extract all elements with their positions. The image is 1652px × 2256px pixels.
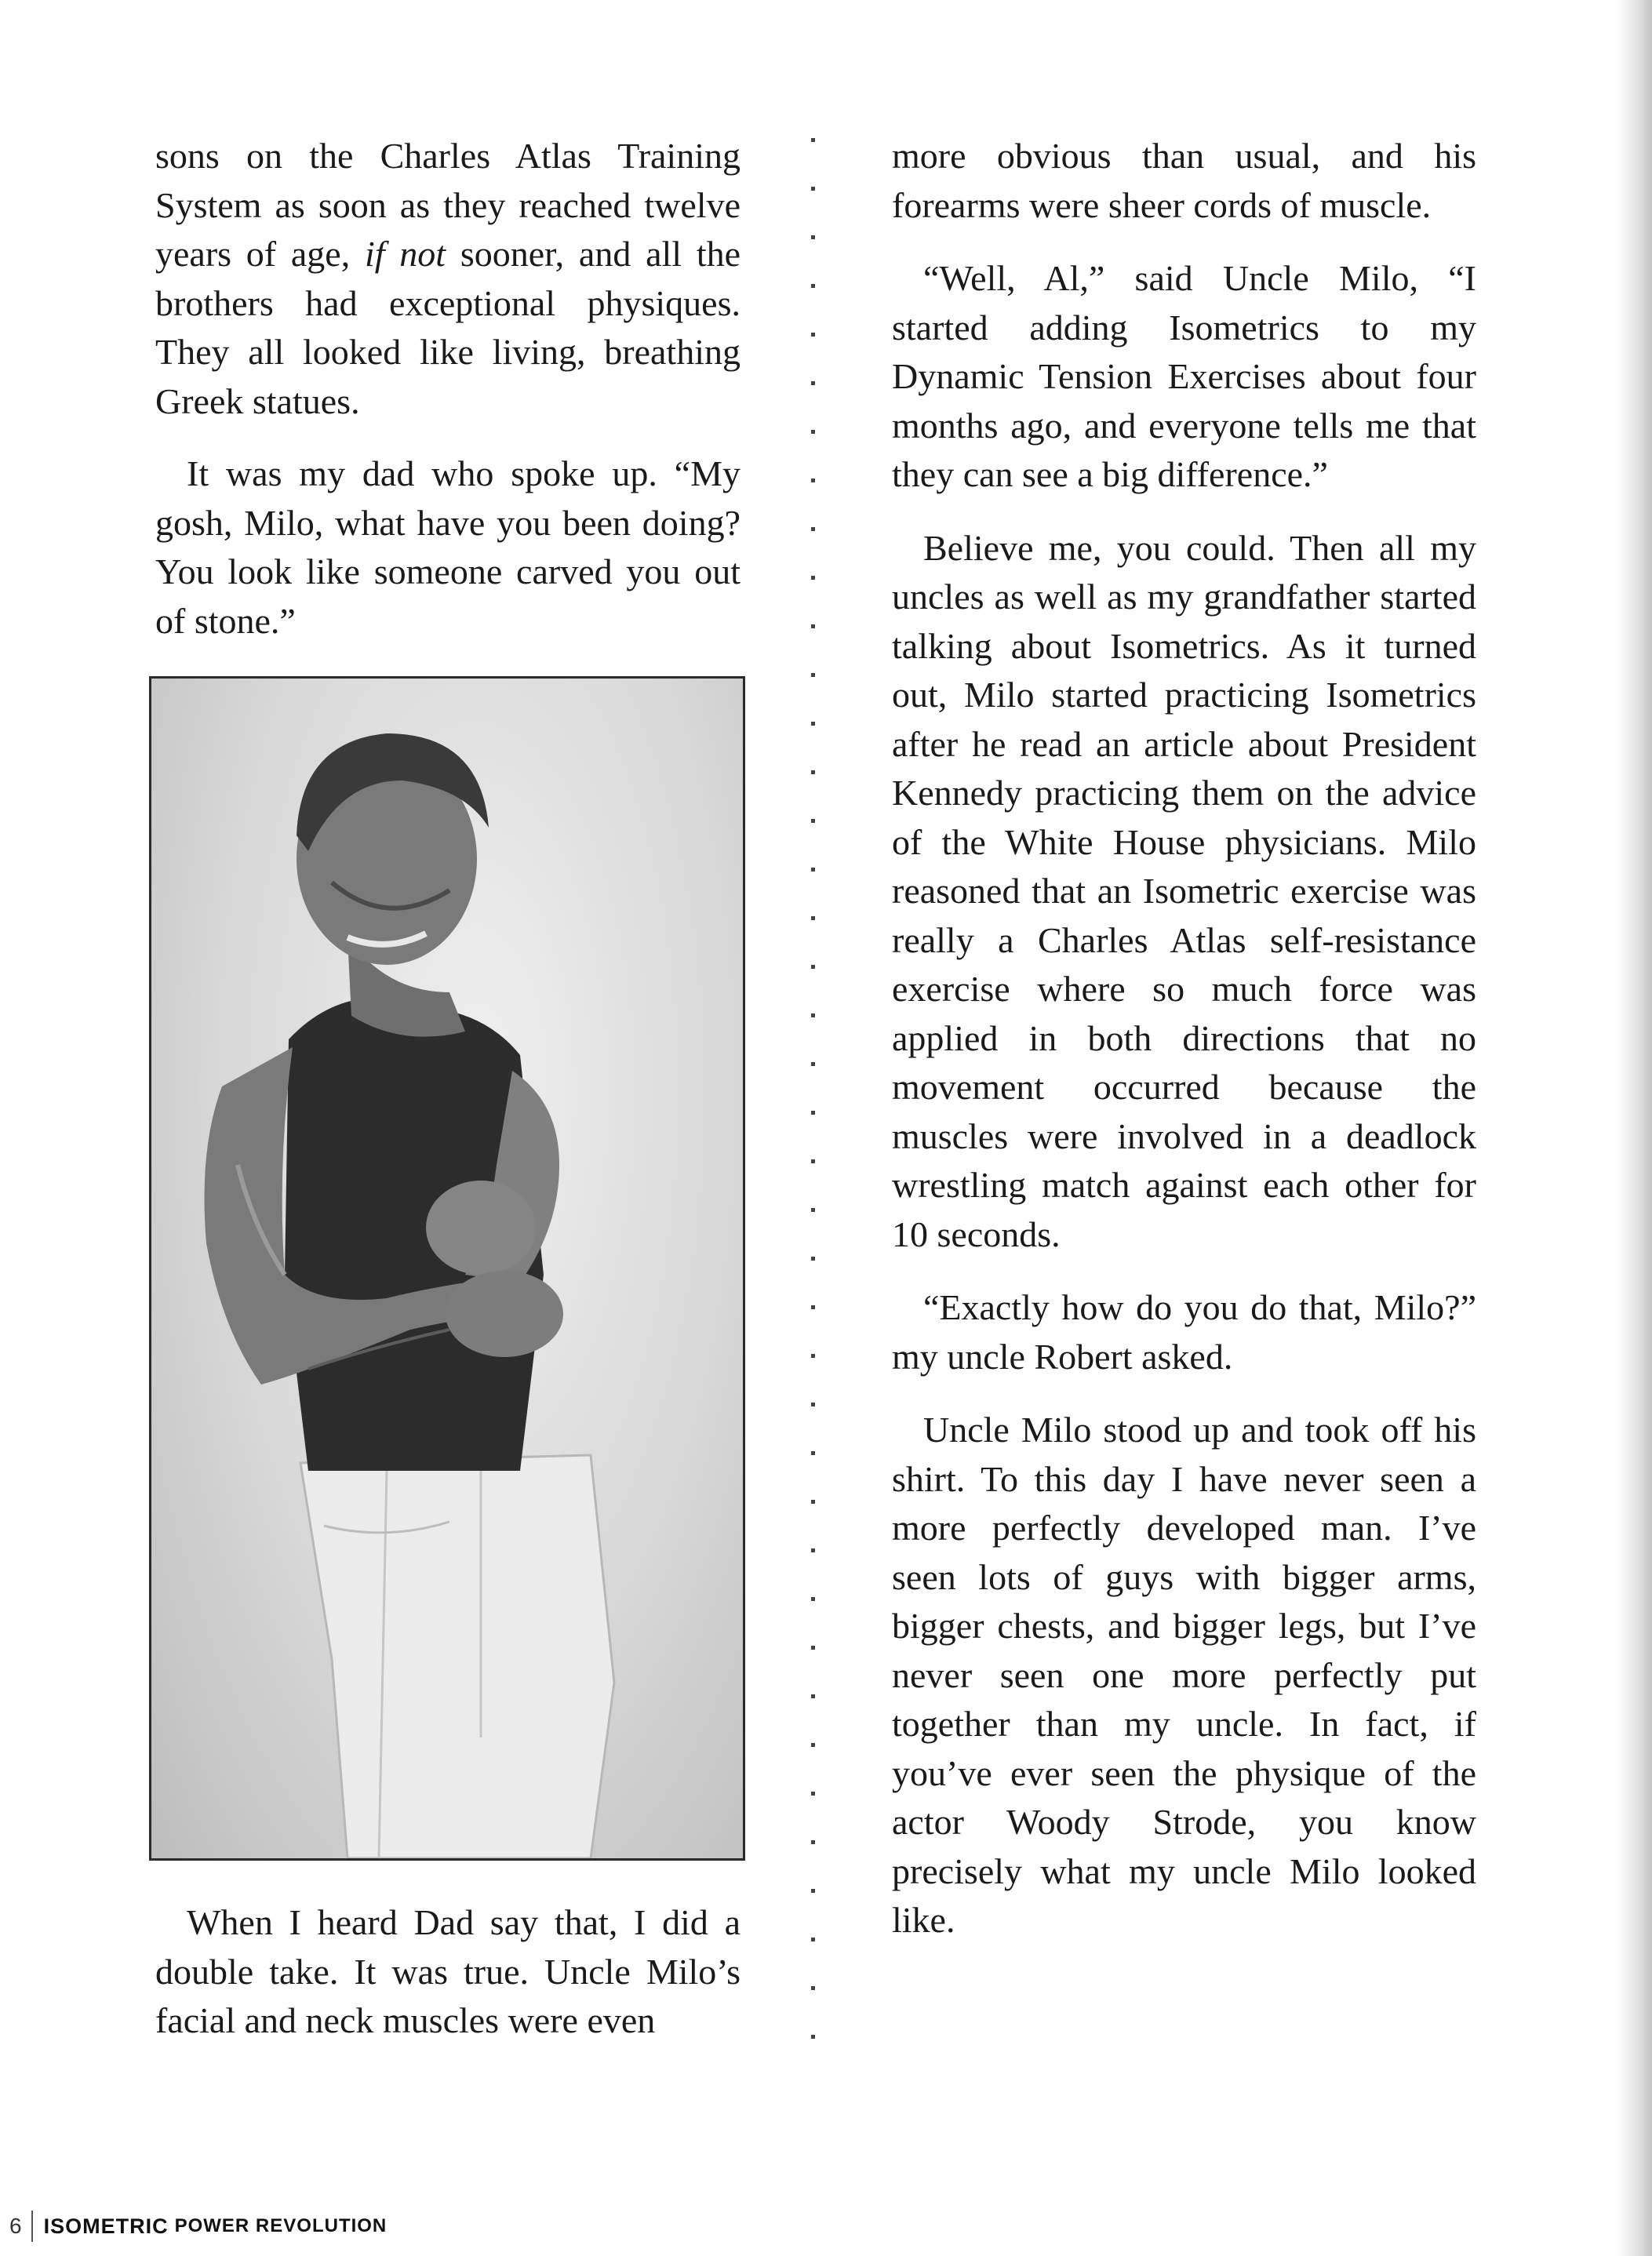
divider-dot: [811, 333, 815, 337]
left-column-top: [155, 132, 740, 646]
column-dotted-divider: [808, 138, 817, 2076]
divider-dot: [811, 1597, 815, 1601]
divider-dot: [811, 1305, 815, 1309]
divider-dot: [811, 868, 815, 871]
divider-dot: [811, 1792, 815, 1796]
divider-dot: [811, 1889, 815, 1893]
divider-dot: [811, 624, 815, 628]
right-column: [892, 132, 1476, 1945]
divider-dot: [811, 1208, 815, 1212]
divider-dot: [811, 770, 815, 774]
divider-dot: [811, 527, 815, 531]
divider-dot: [811, 1840, 815, 1844]
divider-dot: [811, 478, 815, 482]
divider-dot: [811, 673, 815, 677]
divider-dot: [811, 1257, 815, 1261]
divider-dot: [811, 1159, 815, 1163]
italic-text: if not: [364, 234, 446, 274]
divider-dot: [811, 1743, 815, 1747]
divider-dot: [811, 1062, 815, 1066]
divider-dot: [811, 965, 815, 969]
divider-dot: [811, 1694, 815, 1698]
divider-dot: [811, 1111, 815, 1115]
text-span: sooner, and all the brothers had exceptional physiques. They all looked like living, breathing Greek statues.: [155, 234, 741, 421]
divider-dot: [811, 576, 815, 580]
divider-dot: [811, 2035, 815, 2039]
paragraph: It was my dad who spoke up. “My gosh, Milo, what have you been doing? You look like someone carved you out of stone.”: [155, 453, 740, 641]
photo-illustration: [151, 679, 743, 1858]
divider-dot: [811, 1646, 815, 1650]
divider-dot: [811, 1548, 815, 1552]
scan-edge-shadow: [1616, 0, 1652, 2256]
divider-dot: [811, 430, 815, 434]
paragraph: “Well, Al,” said Uncle Milo, “I started adding Isometrics to my Dynamic Tension Exercises about four months ago, and everyone tells me that they can see a big difference.”: [892, 258, 1476, 494]
book-title-rest: POWER REVOLUTION: [174, 2215, 388, 2236]
divider-dot: [811, 1500, 815, 1504]
paragraph: Uncle Milo stood up and took off his shirt. To this day I have never seen a more perfectly developed man. I’ve seen lots of guys with bigger arms, bigger chests, and bigger legs, but I’ve never seen one more perfectly put together than my uncle. In fact, if you’ve ever seen the physique of the actor Woody Strode, you know precisely what my uncle Milo looked like.: [892, 1410, 1476, 1940]
divider-dot: [811, 284, 815, 288]
divider-dot: [811, 381, 815, 385]
divider-dot: [811, 1986, 815, 1990]
divider-dot: [811, 819, 815, 823]
paragraph: [155, 132, 740, 426]
divider-dot: [811, 1013, 815, 1017]
divider-dot: [811, 138, 815, 142]
paragraph: When I heard Dad say that, I did a double take. It was true. Uncle Milo’s facial and neck muscles were even: [155, 1902, 740, 2040]
divider-dot: [811, 1938, 815, 1941]
paragraph: more obvious than usual, and his forearms were sheer cords of muscle.: [892, 136, 1476, 225]
divider-dot: [811, 1403, 815, 1406]
left-column-bottom: [155, 1898, 740, 2046]
photo-man-isometric-pose: [149, 676, 745, 1861]
divider-dot: [811, 187, 815, 191]
page-number: 6: [9, 2214, 22, 2238]
book-title-bold: ISOMETRIC: [43, 2214, 169, 2238]
divider-dot: [811, 235, 815, 239]
divider-dot: [811, 1354, 815, 1358]
page-footer: [9, 2211, 387, 2242]
divider-dot: [811, 916, 815, 920]
divider-dot: [811, 1451, 815, 1455]
footer-divider: [31, 2211, 33, 2242]
divider-dot: [811, 722, 815, 726]
paragraph: Believe me, you could. Then all my uncles as well as my grandfather started talking about Isometrics. As it turned out, Milo started practicing Isometrics after he read an article about President Kennedy practicing them on the advice of the White House physicians. Milo reasoned that an Isometric exercise was really a Charles Atlas self-resistance exercise where so much force was applied in both directions that no movement occurred because the muscles were involved in a deadlock wrestling match against each other for 10 seconds.: [892, 527, 1476, 1254]
paragraph: “Exactly how do you do that, Milo?” my uncle Robert asked.: [892, 1287, 1476, 1377]
text-span: sons on the Charles Atlas Training System as soon as they reached twelve years of age,: [155, 136, 740, 274]
